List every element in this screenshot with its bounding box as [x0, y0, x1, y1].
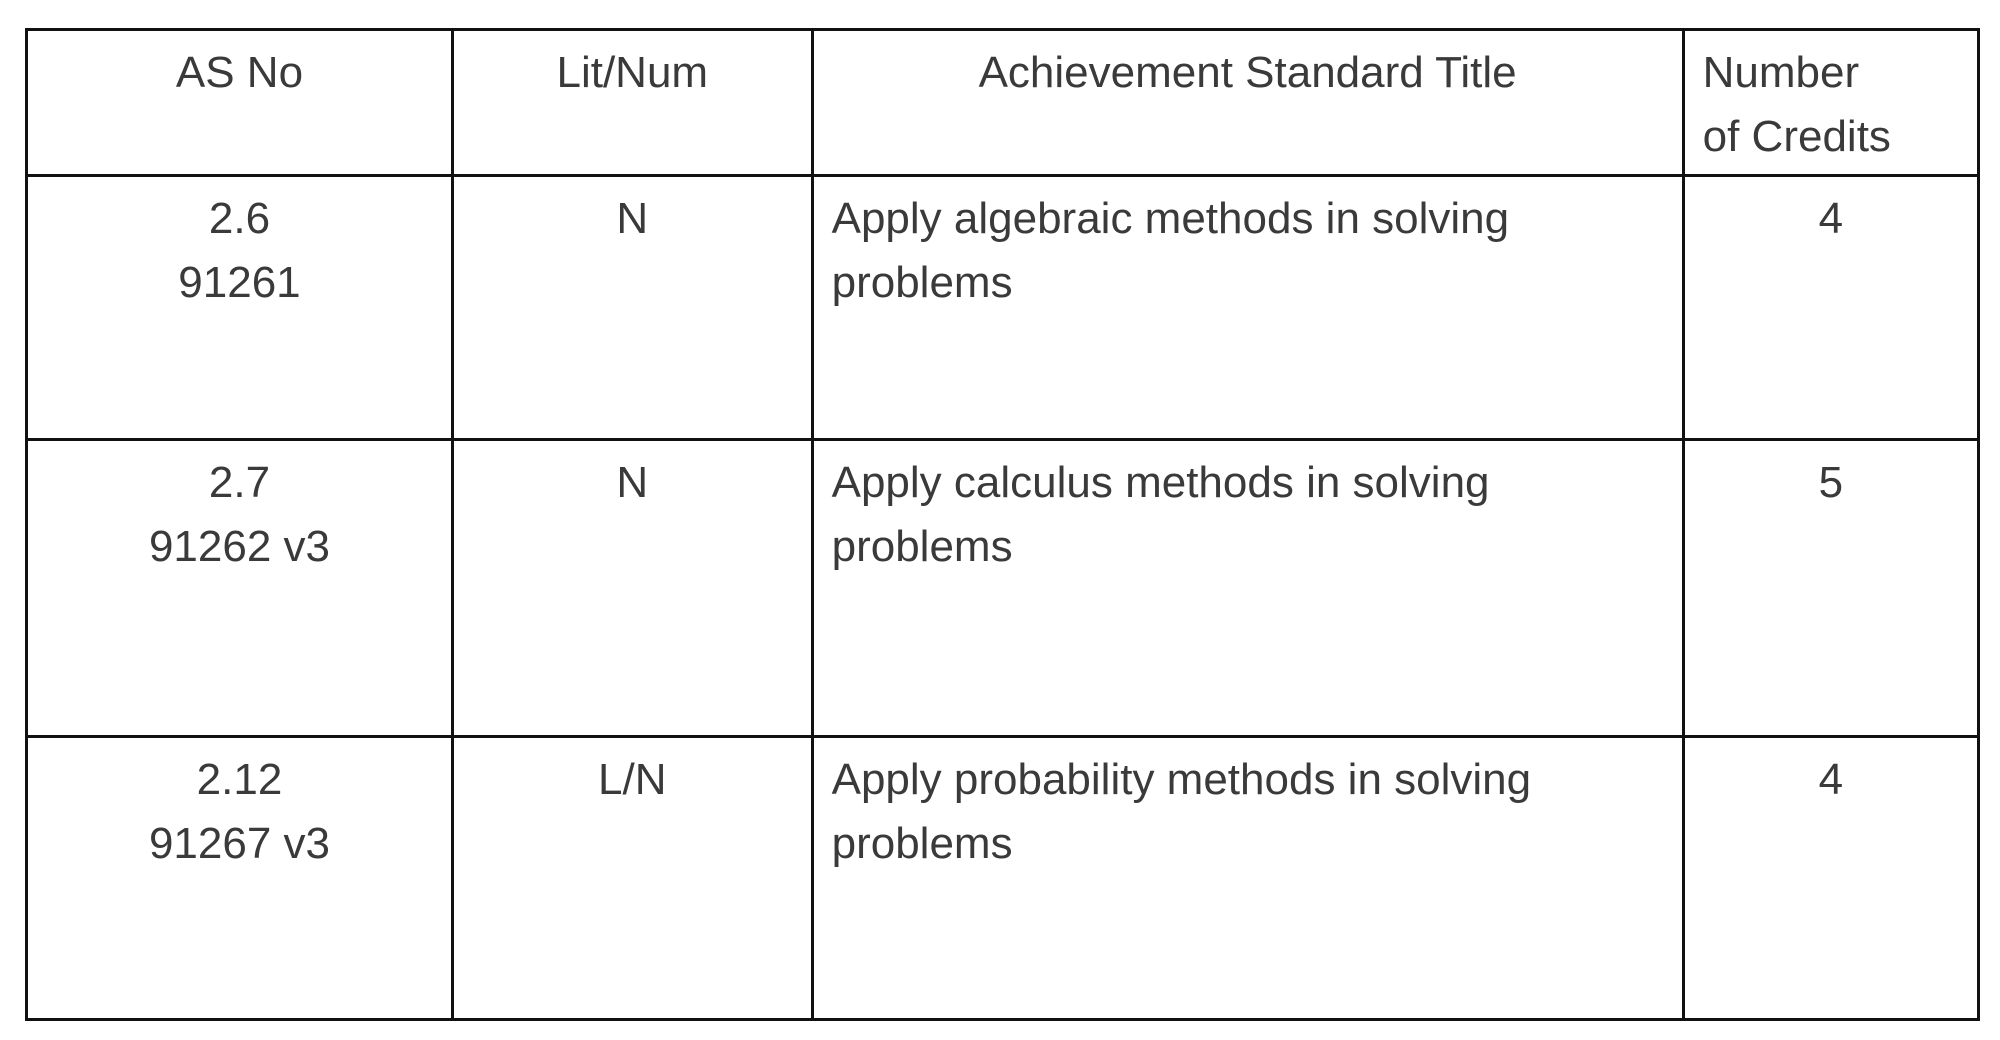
header-as-no: AS No	[27, 30, 453, 176]
lit-num-cell: N	[452, 439, 812, 737]
as-level: 2.12	[196, 755, 283, 805]
as-level: 2.7	[208, 457, 271, 507]
header-credits-line2: of Credits	[1702, 112, 1891, 161]
as-code: 91262 v3	[148, 521, 330, 571]
lit-num-cell: N	[452, 176, 812, 440]
header-lit-num: Lit/Num	[452, 30, 812, 176]
as-code: 91267 v3	[148, 819, 330, 869]
header-credits	[1683, 30, 1978, 176]
credits-cell: 4	[1683, 176, 1978, 440]
credits-cell: 4	[1683, 737, 1978, 1020]
achievement-standards-table	[25, 28, 1980, 1021]
as-level: 2.6	[208, 194, 271, 243]
table-row	[27, 176, 1979, 440]
title-cell: Apply probability methods in solving problems	[812, 737, 1683, 1020]
as-no-cell	[27, 439, 453, 737]
title-cell: Apply algebraic methods in solving problems	[812, 176, 1683, 440]
table-header-row	[27, 30, 1979, 176]
credits-cell: 5	[1683, 439, 1978, 737]
header-title: Achievement Standard Title	[812, 30, 1683, 176]
header-credits-line1: Number	[1702, 48, 1860, 97]
as-no-cell	[27, 737, 453, 1020]
as-no-cell	[27, 176, 453, 440]
lit-num-cell: L/N	[452, 737, 812, 1020]
title-cell: Apply calculus methods in solving problems	[812, 439, 1683, 737]
table-row	[27, 737, 1979, 1020]
table-row	[27, 439, 1979, 737]
as-code: 91261	[178, 258, 301, 307]
